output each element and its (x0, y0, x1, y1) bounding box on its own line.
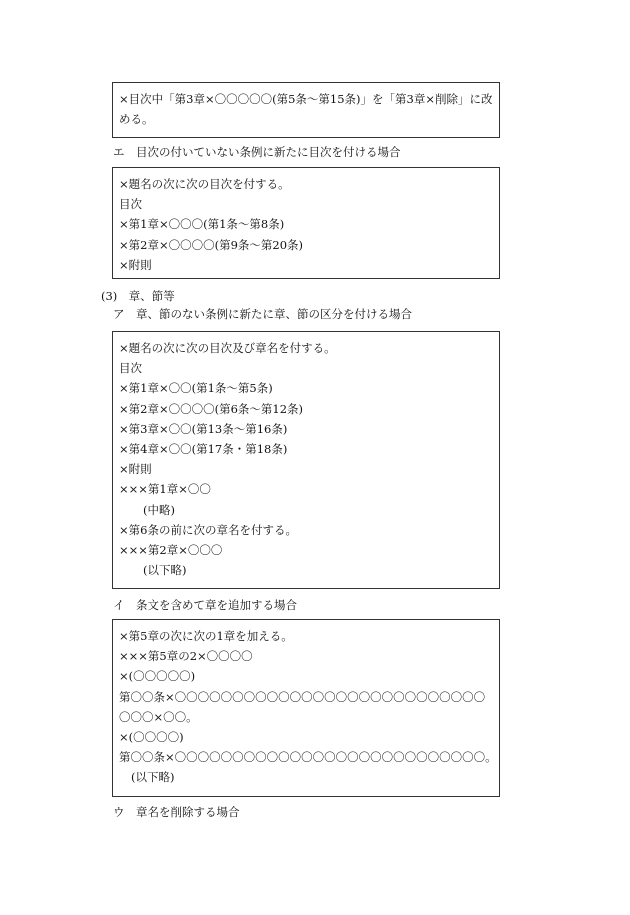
box3-line-8: ×××第1章×〇〇 (119, 482, 211, 497)
heading-e: エ 目次の付いていない条例に新たに目次を付ける場合 (113, 145, 401, 159)
box4-line-6: 第〇〇条×〇〇〇〇〇〇〇〇〇〇〇〇〇〇〇〇〇〇〇〇〇〇〇〇〇〇〇。 (119, 750, 497, 765)
box3-line-2: 目次 (119, 361, 142, 376)
box2-line-1: ×題名の次に次の目次を付する。 (119, 177, 290, 191)
box3-line-9: (中略) (143, 502, 175, 517)
heading-u: ウ 章名を削除する場合 (113, 805, 240, 819)
box2-line-5: ×附則 (119, 257, 152, 272)
box2-line-2: 目次 (119, 197, 142, 212)
box2-line-3: ×第1章×〇〇〇(第1条〜第8条) (119, 217, 285, 232)
box4-line-4: 第〇〇条×〇〇〇〇〇〇〇〇〇〇〇〇〇〇〇〇〇〇〇〇〇〇〇〇〇〇〇〇〇〇×〇〇。 (119, 689, 486, 724)
heading-i: イ 条文を含めて章を追加する場合 (113, 598, 297, 612)
box3-line-10: ×第6条の前に次の章名を付する。 (119, 522, 297, 537)
box3-line-4: ×第2章×〇〇〇〇(第6条〜第12条) (119, 401, 304, 416)
box3-line-5: ×第3章×〇〇(第13条〜第16条) (119, 421, 288, 436)
box4-line-2: ×××第5章の2×〇〇〇〇 (119, 649, 253, 664)
box4-line-5: ×(〇〇〇〇) (119, 730, 184, 745)
box2-line-4: ×第2章×〇〇〇〇(第9条〜第20条) (119, 237, 304, 252)
box3-line-6: ×第4章×〇〇(第17条・第18条) (119, 442, 288, 457)
heading-section-3: (3) 章、節等 (101, 289, 175, 303)
amendment-box-2 (112, 167, 500, 279)
box4-line-7: (以下略) (131, 770, 175, 785)
heading-a: ア 章、節のない条例に新たに章、節の区分を付ける場合 (113, 307, 412, 321)
box3-line-3: ×第1章×〇〇(第1条〜第5条) (119, 381, 273, 396)
box3-line-7: ×附則 (119, 462, 152, 477)
box4-line-1: ×第5章の次に次の1章を加える。 (119, 629, 293, 643)
box3-line-11: ×××第2章×〇〇〇 (119, 543, 223, 558)
box3-line-1: ×題名の次に次の目次及び章名を付する。 (119, 341, 336, 355)
amendment-box-4 (112, 619, 500, 797)
amendment-box-1 (112, 82, 500, 138)
box3-line-12: (以下略) (143, 563, 187, 578)
amendment-box-3 (112, 331, 500, 589)
box4-line-3: ×(〇〇〇〇〇) (119, 669, 196, 684)
box1-line-1: ×目次中「第3章×〇〇〇〇〇(第5条〜第15条)」を「第3章×削除」に改める。 (119, 92, 493, 127)
